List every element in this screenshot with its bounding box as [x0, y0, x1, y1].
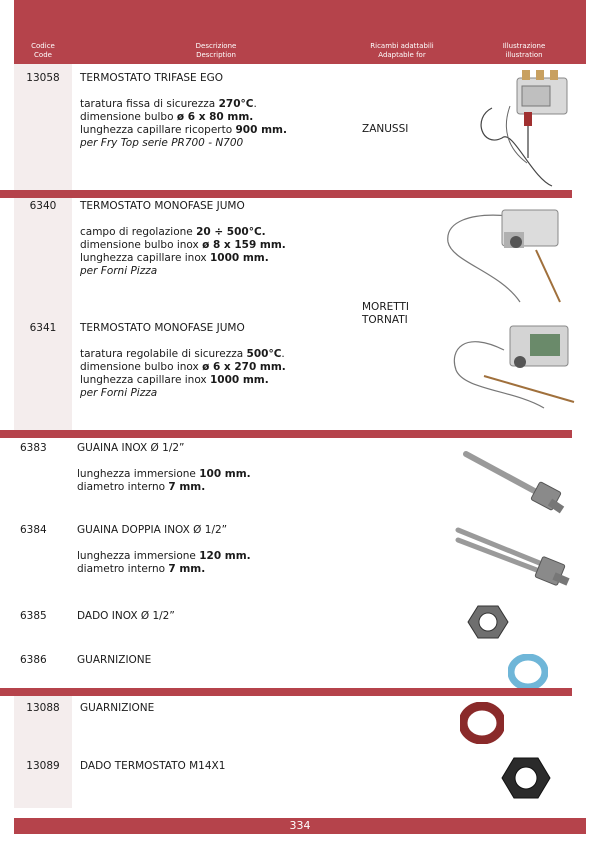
spec-value: 1000 mm.	[209, 374, 269, 386]
spec-line	[80, 124, 370, 137]
item-title: DADO TERMOSTATO M14X1	[80, 760, 226, 772]
header-code	[14, 42, 72, 60]
item-note: per Forni Pizza	[80, 265, 158, 277]
spec-line	[80, 348, 370, 361]
spec-line	[80, 226, 370, 239]
code-column	[14, 438, 72, 688]
adaptable-brand: MORETTI TORNATI	[362, 301, 409, 326]
spec-value: 100 mm.	[199, 468, 251, 480]
spec-line	[80, 239, 370, 252]
item-title: GUARNIZIONE	[80, 702, 155, 714]
section-thermostat-parts	[14, 696, 586, 808]
thermostat-jumo-icon	[440, 202, 586, 310]
header-code-it: Codice	[31, 42, 55, 50]
spec-text: lunghezza immersione	[77, 468, 200, 480]
spec-line	[77, 468, 367, 481]
spec-text: diametro interno	[77, 481, 169, 493]
header-adaptable	[352, 42, 452, 60]
table-header	[14, 38, 586, 64]
item-description	[77, 654, 367, 680]
page-footer	[14, 818, 586, 834]
item-description	[80, 72, 370, 150]
header-illustration	[462, 42, 586, 60]
thermowell-icon	[454, 446, 574, 522]
section-divider	[0, 430, 572, 438]
spec-value: ø 6 x 270 mm.	[202, 361, 286, 373]
spec-text: lunghezza capillare inox	[80, 252, 210, 264]
hex-nut-icon	[466, 602, 510, 646]
spec-value: 270°C	[218, 98, 254, 110]
spec-value: 900 mm.	[235, 124, 287, 136]
item-title: TERMOSTATO TRIFASE EGO	[80, 72, 224, 84]
spec-value: 7 mm.	[168, 563, 206, 575]
item-description	[77, 610, 367, 636]
double-thermowell-icon	[450, 524, 578, 594]
item-note: per Forni Pizza	[80, 387, 158, 399]
gasket-red-icon	[460, 702, 504, 748]
spec-text: campo di regolazione	[80, 226, 197, 238]
adaptable-brand: ZANUSSI	[362, 123, 409, 135]
item-description	[80, 702, 370, 728]
spec-value: 120 mm.	[199, 550, 251, 562]
spec-text: taratura regolabile di sicurezza	[80, 348, 247, 360]
item-code: 13058	[26, 72, 60, 84]
spec-value: 20 ÷ 500°C.	[196, 226, 266, 238]
item-code: 13088	[26, 702, 60, 714]
top-band	[14, 0, 586, 38]
section-moretti	[14, 198, 586, 430]
item-code: 6340	[29, 200, 57, 212]
spec-line	[80, 361, 370, 374]
spec-line	[80, 252, 370, 265]
spec-value: 1000 mm.	[209, 252, 269, 264]
spec-tail: .	[281, 348, 285, 360]
item-code: 6384	[20, 524, 47, 536]
spec-text: diametro interno	[77, 563, 169, 575]
item-description	[77, 442, 367, 494]
item-description	[77, 524, 367, 576]
spec-line	[80, 374, 370, 387]
thermostat-nut-icon	[500, 754, 552, 806]
item-code: 6385	[20, 610, 47, 622]
spec-text: dimensione bulbo	[80, 111, 177, 123]
code-column	[14, 198, 72, 430]
item-code: 6386	[20, 654, 47, 666]
spec-value: 7 mm.	[168, 481, 206, 493]
spec-text: taratura fissa di sicurezza	[80, 98, 219, 110]
spec-line	[77, 563, 367, 576]
header-description	[76, 42, 356, 60]
spec-value: ø 6 x 80 mm.	[176, 111, 254, 123]
spec-text: dimensione bulbo inox	[80, 361, 203, 373]
spec-line	[77, 481, 367, 494]
header-description-en: Description	[196, 51, 236, 59]
item-title: GUARNIZIONE	[77, 654, 152, 666]
item-title: GUAINA DOPPIA INOX Ø 1/2”	[77, 524, 228, 536]
spec-line	[80, 111, 370, 124]
spec-tail: .	[253, 98, 257, 110]
item-title: TERMOSTATO MONOFASE JUMO	[80, 322, 245, 334]
header-adaptable-it: Ricambi adattabili	[370, 42, 434, 50]
item-code: 6383	[20, 442, 47, 454]
section-zanussi	[14, 64, 586, 190]
item-code: 6341	[29, 322, 57, 334]
spec-value: 500°C	[246, 348, 282, 360]
spec-text: lunghezza capillare ricoperto	[80, 124, 236, 136]
header-code-en: Code	[34, 51, 52, 59]
item-code: 13089	[26, 760, 60, 772]
header-description-it: Descrizione	[195, 42, 237, 50]
item-title: DADO INOX Ø 1/2”	[77, 610, 175, 622]
item-description	[80, 760, 370, 786]
thermostat-ego-icon	[462, 68, 586, 196]
section-accessories	[14, 438, 586, 688]
section-divider	[0, 190, 572, 198]
page-number: 334	[289, 819, 311, 832]
item-description	[80, 322, 370, 400]
item-description	[80, 200, 370, 278]
section-divider	[0, 688, 572, 696]
spec-line	[77, 550, 367, 563]
item-title: GUAINA INOX Ø 1/2”	[77, 442, 185, 454]
item-note: per Fry Top serie PR700 - N700	[80, 137, 244, 149]
spec-text: lunghezza immersione	[77, 550, 200, 562]
spec-text: dimensione bulbo inox	[80, 239, 203, 251]
spec-line	[80, 98, 370, 111]
thermostat-jumo-icon	[444, 320, 586, 420]
header-illustration-en: illustration	[505, 51, 543, 59]
header-adaptable-en: Adaptable for	[378, 51, 426, 59]
spec-text: lunghezza capillare inox	[80, 374, 210, 386]
header-illustration-it: Illustrazione	[502, 42, 546, 50]
spec-value: ø 8 x 159 mm.	[202, 239, 286, 251]
item-title: TERMOSTATO MONOFASE JUMO	[80, 200, 245, 212]
